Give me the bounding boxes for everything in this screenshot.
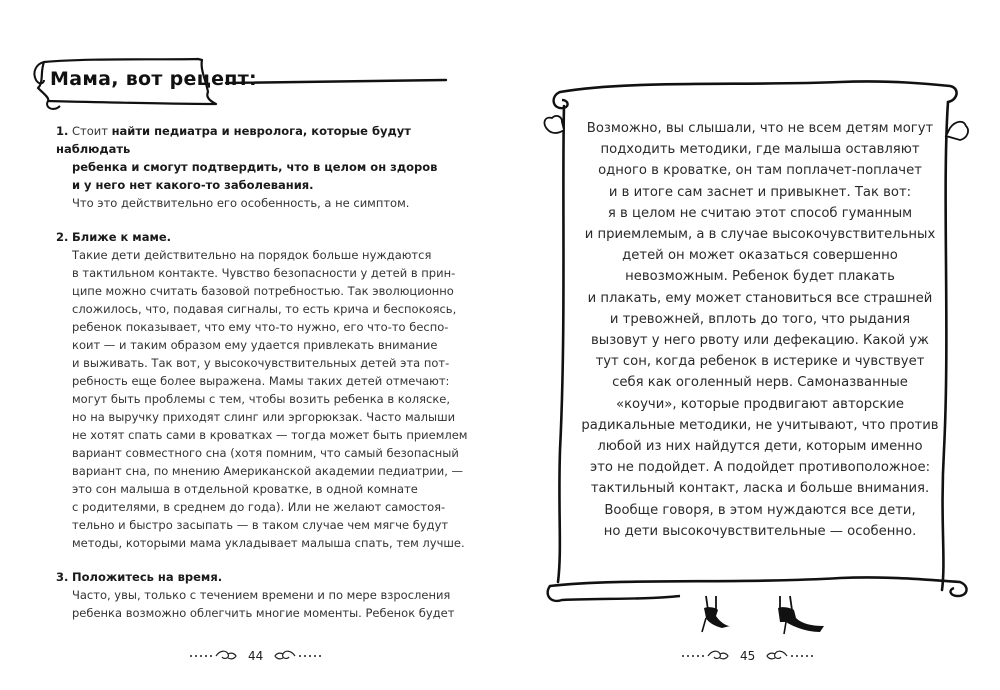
item-1-body-line: Что это действительно его особенность, а не симптом. (72, 196, 410, 210)
text-line: тактильный контакт, ласка и больше внимания. (590, 481, 930, 497)
text-line: коит — и таким образом ему удается привлекать внимание (72, 338, 438, 352)
text-line: ребенка возможно облегчить многие моменты. Ребенок будет (72, 606, 455, 620)
text-line: «коучи», которые продвигают авторские (616, 396, 904, 412)
recipe-item-3-head (56, 568, 446, 586)
text-line: радикальные методики, не учитывают, что против (581, 417, 939, 433)
item-title: Положитесь на время. (72, 570, 223, 584)
item-number: 3. (56, 570, 69, 584)
page-number-left (188, 646, 323, 666)
recipe-item-3-body (56, 586, 455, 622)
text-line: детей он может оказаться совершенно (622, 248, 898, 264)
text-line: вариант сна, по мнению Американской академии педиатрии, — (72, 464, 464, 478)
text-line: и выживать. Так вот, у высокочувствительных детей эта пот- (72, 356, 450, 370)
recipe-item-2 (56, 228, 468, 552)
ornament-left-icon (680, 648, 730, 664)
item-1-bold-line: и у него нет какого-то заболевания. (72, 178, 314, 192)
banner-title: Мама, вот рецепт: (50, 68, 257, 90)
recipe-item-1 (56, 122, 446, 212)
text-line: Возможно, вы слышали, что не всем детям могут (586, 121, 934, 136)
text-line: невозможным. Ребенок будет плакать (625, 269, 895, 285)
scroll-text (570, 118, 950, 542)
page-number-right (680, 646, 815, 666)
ornament-left-icon (188, 648, 238, 664)
page-number: 45 (740, 649, 756, 663)
text-line: и тревожней, вплоть до того, что рыдания (609, 311, 911, 327)
recipe-item-2-head (56, 228, 446, 246)
text-line: и в итоге сам заснет и привыкнет. Так вот: (608, 184, 912, 200)
text-line: и приемлемым, а в случае высокочувствительных (584, 227, 936, 243)
page-number: 44 (248, 649, 264, 663)
text-line: могут быть проблемы с тем, чтобы возить ребенка в коляске, (72, 392, 451, 406)
ornament-right-icon (273, 648, 323, 664)
text-line: это сон малыша в отдельной кроватке, в одной комнате (72, 482, 418, 496)
text-line: тут сон, когда ребенок в истерике и чувствует (595, 354, 925, 370)
text-line: не хотят спать сами в кроватках — тогда может быть приемлем (72, 428, 468, 442)
text-line: и плакать, ему может становиться все страшней (587, 290, 933, 306)
text-line: любой из них найдутся дети, которым именно (597, 439, 923, 455)
text-line: но на выручку приходят слинг или эргорюкзак. Часто малыши (72, 410, 456, 424)
text-line: подходить методики, где малыша оставляют (600, 142, 920, 158)
text-line: ципе можно считать базовой потребностью. Так эволюционно (72, 284, 454, 298)
text-line: методы, которыми мама укладывает малыша спать, тем лучше. (72, 536, 465, 550)
text-line: Такие дети действительно на порядок больше нуждаются (72, 248, 432, 262)
text-line: вызовут у него рвоту или дефекацию. Какой уж (591, 333, 929, 349)
item-1-bold-line: ребенка и смогут подтвердить, что в целом он здоров (72, 160, 438, 174)
item-number: 2. (56, 230, 69, 244)
item-title: Ближе к маме. (72, 230, 172, 244)
text-line: в тактильном контакте. Чувство безопасности у детей в прин- (72, 266, 456, 280)
text-line: но дети высокочувствительные — особенно. (603, 523, 917, 539)
recipe-list (56, 122, 468, 622)
right-page (500, 0, 1000, 690)
text-line: с родителями, в среднем до года). Или не желают самостоя- (72, 500, 446, 514)
text-line: я в целом не считаю этот способ гуманным (607, 205, 913, 221)
text-line: одного в кроватке, он там поплачет-поплачет (598, 163, 922, 179)
ornament-right-icon (765, 648, 815, 664)
recipe-item-2-body (56, 246, 468, 552)
text-line: себя как оголенный нерв. Самоназванные (612, 375, 908, 391)
item-1-intro-plain: Стоит (72, 124, 112, 138)
text-line: Часто, увы, только с течением времени и по мере взросления (72, 588, 451, 602)
recipe-item-3 (56, 568, 455, 622)
text-line: вариант совместного сна (хотя помним, что самый безопасный (72, 446, 459, 460)
text-line: ребность еще более выражена. Мамы таких детей отмечают: (72, 374, 450, 388)
recipe-item-1-head (56, 122, 446, 158)
text-line: это не подойдет. А подойдет противоположное: (589, 460, 931, 476)
text-line: сложилось, что, подавая сигналы, то есть крича и беспокоясь, (72, 302, 457, 316)
recipe-item-1-body (56, 158, 446, 212)
recipe-banner (30, 52, 450, 114)
item-1-intro-bold: найти педиатра и невролога, которые будут наблюдать (56, 124, 411, 156)
text-line: Вообще говоря, в этом нуждаются все дети, (604, 502, 916, 518)
item-number: 1. (56, 124, 69, 138)
text-line: тельно и быстро засыпать — в таком случае чем мягче будут (72, 518, 449, 532)
text-line: ребенок показывает, что ему что-то нужно, его что-то беспо- (72, 320, 449, 334)
scroll-illustration (540, 70, 980, 650)
